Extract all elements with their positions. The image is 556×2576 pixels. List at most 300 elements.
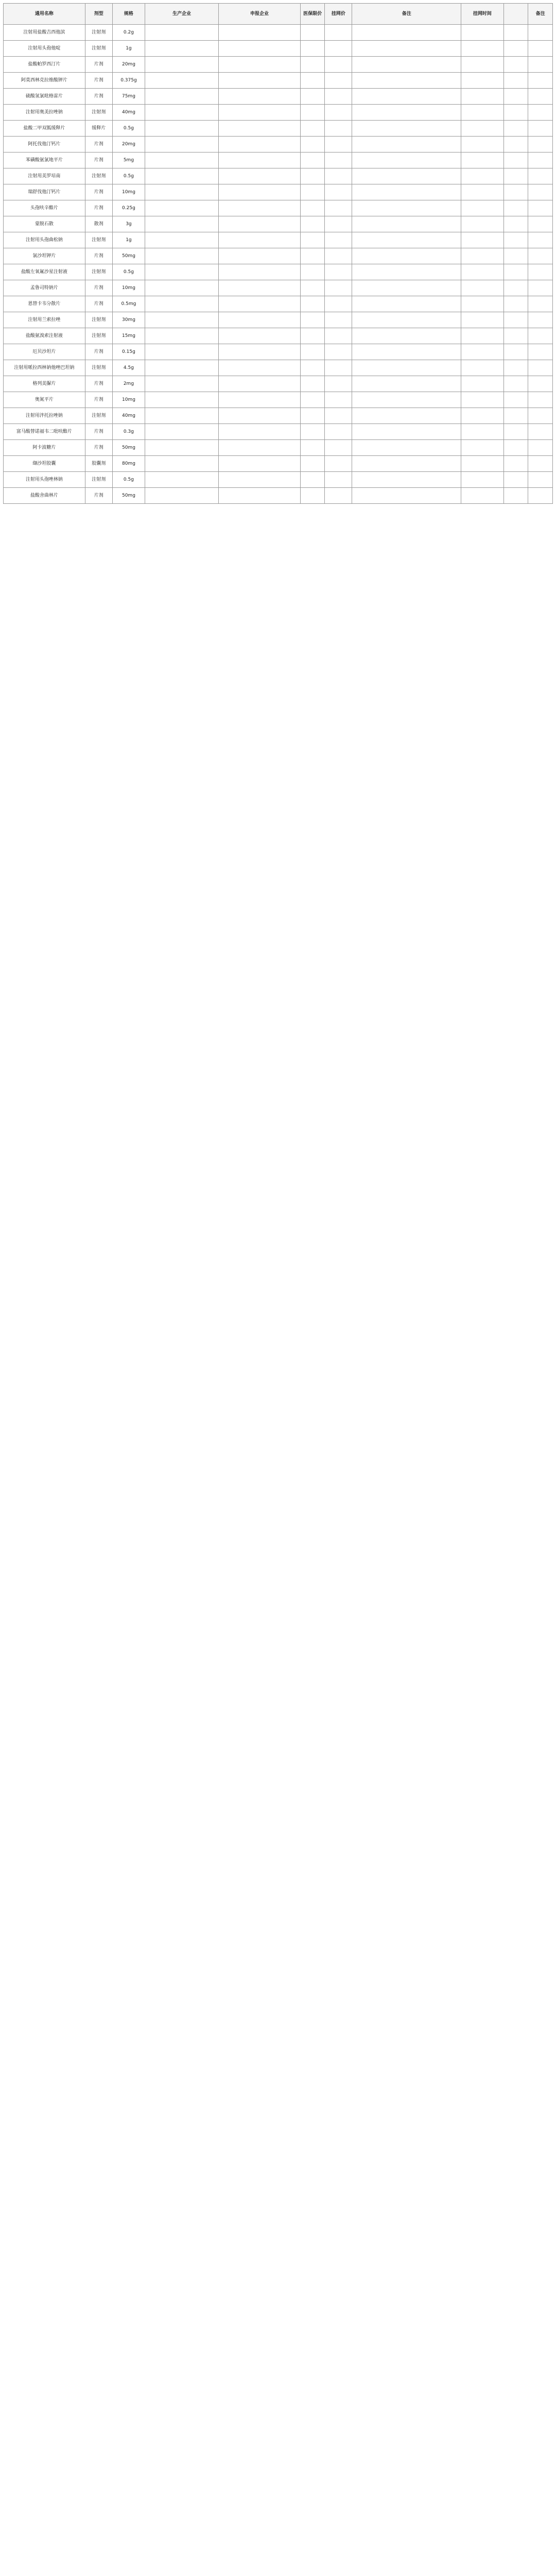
table-cell: 瑞舒伐他汀钙片 <box>4 184 85 200</box>
table-cell: 0.5g <box>112 264 145 280</box>
table-cell <box>300 488 325 504</box>
table-cell <box>503 105 528 121</box>
table-cell <box>352 264 461 280</box>
table-cell <box>352 440 461 456</box>
table-cell <box>300 25 325 41</box>
table-cell: 注射剂 <box>85 232 112 248</box>
table-cell <box>352 41 461 57</box>
table-cell <box>461 456 504 472</box>
table-cell: 硫酸氢氯吡格雷片 <box>4 89 85 105</box>
table-cell <box>325 456 352 472</box>
table-cell <box>352 408 461 424</box>
table-cell <box>325 296 352 312</box>
table-cell <box>503 73 528 89</box>
column-header: 医保限价 <box>300 4 325 25</box>
table-cell <box>219 344 301 360</box>
table-cell <box>145 328 219 344</box>
table-cell <box>300 312 325 328</box>
table-cell <box>528 472 553 488</box>
table-cell <box>461 41 504 57</box>
table-cell <box>300 344 325 360</box>
table-cell <box>528 216 553 232</box>
table-cell: 散剂 <box>85 216 112 232</box>
table-cell <box>528 41 553 57</box>
table-cell <box>503 360 528 376</box>
table-cell: 40mg <box>112 408 145 424</box>
table-cell <box>145 360 219 376</box>
table-cell <box>352 296 461 312</box>
table-cell <box>461 25 504 41</box>
table-cell <box>503 424 528 440</box>
table-cell: 盐酸舍曲林片 <box>4 488 85 504</box>
table-cell <box>145 248 219 264</box>
table-cell <box>461 184 504 200</box>
table-cell <box>300 296 325 312</box>
table-cell: 注射用头孢曲松钠 <box>4 232 85 248</box>
table-cell <box>145 264 219 280</box>
table-row <box>4 344 553 360</box>
table-cell <box>145 280 219 296</box>
table-cell <box>461 105 504 121</box>
table-cell <box>528 264 553 280</box>
table-row <box>4 296 553 312</box>
table-cell <box>145 168 219 184</box>
table-cell <box>352 137 461 152</box>
table-cell: 注射剂 <box>85 105 112 121</box>
table-cell: 片剂 <box>85 392 112 408</box>
table-cell <box>219 200 301 216</box>
table-cell <box>300 105 325 121</box>
table-cell: 注射剂 <box>85 168 112 184</box>
table-cell <box>219 121 301 137</box>
table-cell <box>325 105 352 121</box>
table-cell <box>325 280 352 296</box>
table-cell <box>325 232 352 248</box>
table-cell: 50mg <box>112 488 145 504</box>
table-cell <box>325 152 352 168</box>
table-cell <box>528 488 553 504</box>
table-row <box>4 248 553 264</box>
table-cell <box>300 200 325 216</box>
table-cell <box>219 296 301 312</box>
table-cell <box>300 89 325 105</box>
table-body <box>4 25 553 504</box>
table-cell <box>528 73 553 89</box>
table-cell <box>325 89 352 105</box>
table-cell <box>352 280 461 296</box>
table-cell <box>503 408 528 424</box>
table-cell <box>528 408 553 424</box>
table-cell: 注射用头孢唑林钠 <box>4 472 85 488</box>
table-cell <box>352 73 461 89</box>
table-cell: 片剂 <box>85 296 112 312</box>
table-row <box>4 25 553 41</box>
table-cell <box>325 73 352 89</box>
column-header: 挂网价 <box>325 4 352 25</box>
table-cell <box>300 41 325 57</box>
table-row <box>4 264 553 280</box>
table-cell: 2mg <box>112 376 145 392</box>
table-cell <box>461 168 504 184</box>
table-cell <box>461 392 504 408</box>
table-row <box>4 392 553 408</box>
table-cell <box>503 472 528 488</box>
table-cell <box>145 73 219 89</box>
table-cell <box>352 216 461 232</box>
table-cell <box>219 216 301 232</box>
table-cell: 注射用美罗培南 <box>4 168 85 184</box>
table-cell <box>461 137 504 152</box>
table-row <box>4 360 553 376</box>
table-cell: 50mg <box>112 440 145 456</box>
table-cell <box>219 25 301 41</box>
table-cell <box>219 472 301 488</box>
table-cell <box>528 360 553 376</box>
table-cell <box>461 200 504 216</box>
table-cell <box>219 137 301 152</box>
table-cell: 注射用头孢他啶 <box>4 41 85 57</box>
table-cell <box>352 105 461 121</box>
table-cell <box>352 344 461 360</box>
table-cell <box>219 41 301 57</box>
table-cell <box>219 280 301 296</box>
table-cell <box>300 264 325 280</box>
table-cell <box>300 440 325 456</box>
table-cell <box>528 137 553 152</box>
table-cell <box>325 184 352 200</box>
table-cell <box>461 280 504 296</box>
table-cell <box>145 392 219 408</box>
table-cell <box>300 392 325 408</box>
table-row <box>4 472 553 488</box>
table-cell <box>300 472 325 488</box>
table-cell: 片剂 <box>85 488 112 504</box>
table-cell <box>503 57 528 73</box>
table-cell: 0.3g <box>112 424 145 440</box>
table-cell <box>300 152 325 168</box>
table-cell <box>503 137 528 152</box>
table-cell <box>300 137 325 152</box>
table-cell <box>461 440 504 456</box>
table-cell <box>325 264 352 280</box>
table-cell: 片剂 <box>85 184 112 200</box>
table-cell: 注射用盐酸吉西他滨 <box>4 25 85 41</box>
table-cell: 阿莫西林克拉维酸钾片 <box>4 73 85 89</box>
table-cell <box>528 168 553 184</box>
table-cell <box>325 200 352 216</box>
table-cell <box>503 25 528 41</box>
table-cell <box>503 168 528 184</box>
table-cell: 0.5g <box>112 472 145 488</box>
table-cell <box>528 424 553 440</box>
table-cell <box>325 248 352 264</box>
table-row <box>4 89 553 105</box>
table-cell <box>352 57 461 73</box>
table-cell: 10mg <box>112 184 145 200</box>
table-cell: 10mg <box>112 392 145 408</box>
table-cell <box>461 152 504 168</box>
table-row <box>4 424 553 440</box>
table-cell: 4.5g <box>112 360 145 376</box>
table-cell <box>300 232 325 248</box>
table-cell <box>352 312 461 328</box>
table-cell <box>325 344 352 360</box>
table-cell <box>528 184 553 200</box>
table-cell <box>528 392 553 408</box>
table-cell <box>503 89 528 105</box>
table-cell <box>461 472 504 488</box>
table-cell <box>219 264 301 280</box>
table-cell <box>461 296 504 312</box>
table-cell <box>219 312 301 328</box>
table-cell <box>528 456 553 472</box>
table-cell: 15mg <box>112 328 145 344</box>
table-cell <box>503 440 528 456</box>
table-cell <box>352 488 461 504</box>
table-cell <box>528 200 553 216</box>
table-cell <box>503 312 528 328</box>
table-cell <box>145 456 219 472</box>
table-cell <box>145 152 219 168</box>
table-cell: 片剂 <box>85 200 112 216</box>
table-cell <box>219 408 301 424</box>
table-cell <box>300 280 325 296</box>
table-cell <box>325 41 352 57</box>
table-row <box>4 488 553 504</box>
table-cell <box>461 376 504 392</box>
table-cell <box>300 73 325 89</box>
table-cell: 盐酸二甲双胍缓释片 <box>4 121 85 137</box>
table-cell: 注射剂 <box>85 312 112 328</box>
table-cell <box>503 264 528 280</box>
table-cell <box>145 296 219 312</box>
table-cell <box>300 168 325 184</box>
table-cell: 格列美脲片 <box>4 376 85 392</box>
table-cell: 1g <box>112 232 145 248</box>
column-header: 规格 <box>112 4 145 25</box>
table-cell <box>461 57 504 73</box>
table-cell <box>145 408 219 424</box>
table-cell <box>461 89 504 105</box>
table-row <box>4 216 553 232</box>
table-cell <box>503 488 528 504</box>
table-cell <box>352 472 461 488</box>
table-cell <box>145 344 219 360</box>
table-cell <box>461 216 504 232</box>
table-cell: 注射用兰索拉唑 <box>4 312 85 328</box>
table-cell: 盐酸帕罗西汀片 <box>4 57 85 73</box>
table-cell <box>461 488 504 504</box>
table-cell <box>145 440 219 456</box>
table-cell: 片剂 <box>85 57 112 73</box>
table-cell <box>461 328 504 344</box>
table-cell <box>219 488 301 504</box>
table-cell <box>325 168 352 184</box>
table-cell <box>461 424 504 440</box>
table-cell <box>300 376 325 392</box>
table-cell <box>145 121 219 137</box>
table-cell: 0.25g <box>112 200 145 216</box>
table-cell <box>325 424 352 440</box>
table-cell <box>145 232 219 248</box>
table-cell <box>300 184 325 200</box>
table-cell: 片剂 <box>85 440 112 456</box>
table-cell <box>528 248 553 264</box>
table-cell <box>503 280 528 296</box>
table-cell <box>219 168 301 184</box>
column-header: 申报企业 <box>219 4 301 25</box>
table-cell: 3g <box>112 216 145 232</box>
table-cell: 0.5g <box>112 168 145 184</box>
column-header: 备注 <box>528 4 553 25</box>
column-header: 备注 <box>352 4 461 25</box>
table-cell <box>219 184 301 200</box>
table-cell: 厄贝沙坦片 <box>4 344 85 360</box>
table-cell: 20mg <box>112 57 145 73</box>
table-row <box>4 408 553 424</box>
table-cell <box>461 73 504 89</box>
table-cell <box>325 408 352 424</box>
table-cell <box>352 168 461 184</box>
table-cell: 0.5g <box>112 121 145 137</box>
table-header-row <box>4 4 553 25</box>
table-cell <box>503 41 528 57</box>
table-cell: 0.15g <box>112 344 145 360</box>
table-cell <box>528 121 553 137</box>
table-cell <box>528 89 553 105</box>
table-cell <box>325 376 352 392</box>
table-cell: 10mg <box>112 280 145 296</box>
table-cell <box>352 25 461 41</box>
table-cell <box>145 41 219 57</box>
table-cell <box>352 328 461 344</box>
table-cell: 蒙脱石散 <box>4 216 85 232</box>
table-row <box>4 57 553 73</box>
table-cell <box>219 328 301 344</box>
table-cell <box>528 312 553 328</box>
table-cell <box>325 328 352 344</box>
table-cell: 奥氮平片 <box>4 392 85 408</box>
table-cell <box>528 57 553 73</box>
table-cell <box>503 232 528 248</box>
table-cell <box>352 152 461 168</box>
table-cell <box>352 184 461 200</box>
table-cell: 片剂 <box>85 424 112 440</box>
table-cell: 胶囊剂 <box>85 456 112 472</box>
table-row <box>4 137 553 152</box>
table-row <box>4 73 553 89</box>
table-cell <box>325 488 352 504</box>
table-cell <box>219 392 301 408</box>
table-cell: 1g <box>112 41 145 57</box>
table-cell <box>503 392 528 408</box>
table-cell <box>300 456 325 472</box>
table-cell <box>503 456 528 472</box>
table-cell: 阿卡波糖片 <box>4 440 85 456</box>
table-cell: 注射剂 <box>85 41 112 57</box>
table-row <box>4 456 553 472</box>
table-cell <box>145 57 219 73</box>
table-cell: 40mg <box>112 105 145 121</box>
table-cell: 注射剂 <box>85 408 112 424</box>
table-cell <box>528 328 553 344</box>
table-cell <box>528 344 553 360</box>
table-cell <box>325 121 352 137</box>
table-row <box>4 232 553 248</box>
table-cell <box>325 440 352 456</box>
table-cell <box>352 456 461 472</box>
table-cell <box>528 296 553 312</box>
table-cell <box>145 137 219 152</box>
table-cell: 80mg <box>112 456 145 472</box>
table-cell <box>503 121 528 137</box>
table-cell <box>300 248 325 264</box>
table-cell: 20mg <box>112 137 145 152</box>
table-cell <box>503 184 528 200</box>
table-cell <box>503 248 528 264</box>
table-cell: 片剂 <box>85 89 112 105</box>
table-cell <box>300 121 325 137</box>
drug-list-table <box>3 3 553 504</box>
table-cell: 注射用奥美拉唑钠 <box>4 105 85 121</box>
table-cell <box>352 89 461 105</box>
table-cell <box>145 25 219 41</box>
table-cell <box>219 73 301 89</box>
table-cell <box>352 424 461 440</box>
table-cell <box>219 152 301 168</box>
table-row <box>4 168 553 184</box>
table-cell <box>528 25 553 41</box>
table-cell: 缓释片 <box>85 121 112 137</box>
table-cell <box>461 121 504 137</box>
table-cell <box>503 152 528 168</box>
table-cell: 30mg <box>112 312 145 328</box>
table-cell <box>325 137 352 152</box>
table-cell <box>145 200 219 216</box>
table-cell <box>145 89 219 105</box>
table-cell <box>352 376 461 392</box>
table-cell: 注射剂 <box>85 264 112 280</box>
table-cell: 注射用哌拉西林钠他唑巴坦钠 <box>4 360 85 376</box>
table-cell: 0.375g <box>112 73 145 89</box>
table-cell: 氯沙坦钾片 <box>4 248 85 264</box>
table-cell: 注射剂 <box>85 25 112 41</box>
column-header <box>503 4 528 25</box>
table-cell <box>352 200 461 216</box>
column-header: 通用名称 <box>4 4 85 25</box>
table-cell <box>352 232 461 248</box>
table-row <box>4 105 553 121</box>
table-cell <box>300 424 325 440</box>
table-cell <box>528 232 553 248</box>
table-cell <box>145 216 219 232</box>
table-cell: 片剂 <box>85 344 112 360</box>
table-cell <box>325 57 352 73</box>
table-row <box>4 41 553 57</box>
table-cell <box>461 408 504 424</box>
table-cell <box>300 216 325 232</box>
table-cell <box>325 472 352 488</box>
table-cell <box>503 344 528 360</box>
table-row <box>4 376 553 392</box>
table-cell <box>503 296 528 312</box>
table-cell <box>219 248 301 264</box>
table-row <box>4 440 553 456</box>
table-cell: 片剂 <box>85 152 112 168</box>
table-cell: 片剂 <box>85 280 112 296</box>
table-cell <box>461 360 504 376</box>
table-cell <box>145 312 219 328</box>
